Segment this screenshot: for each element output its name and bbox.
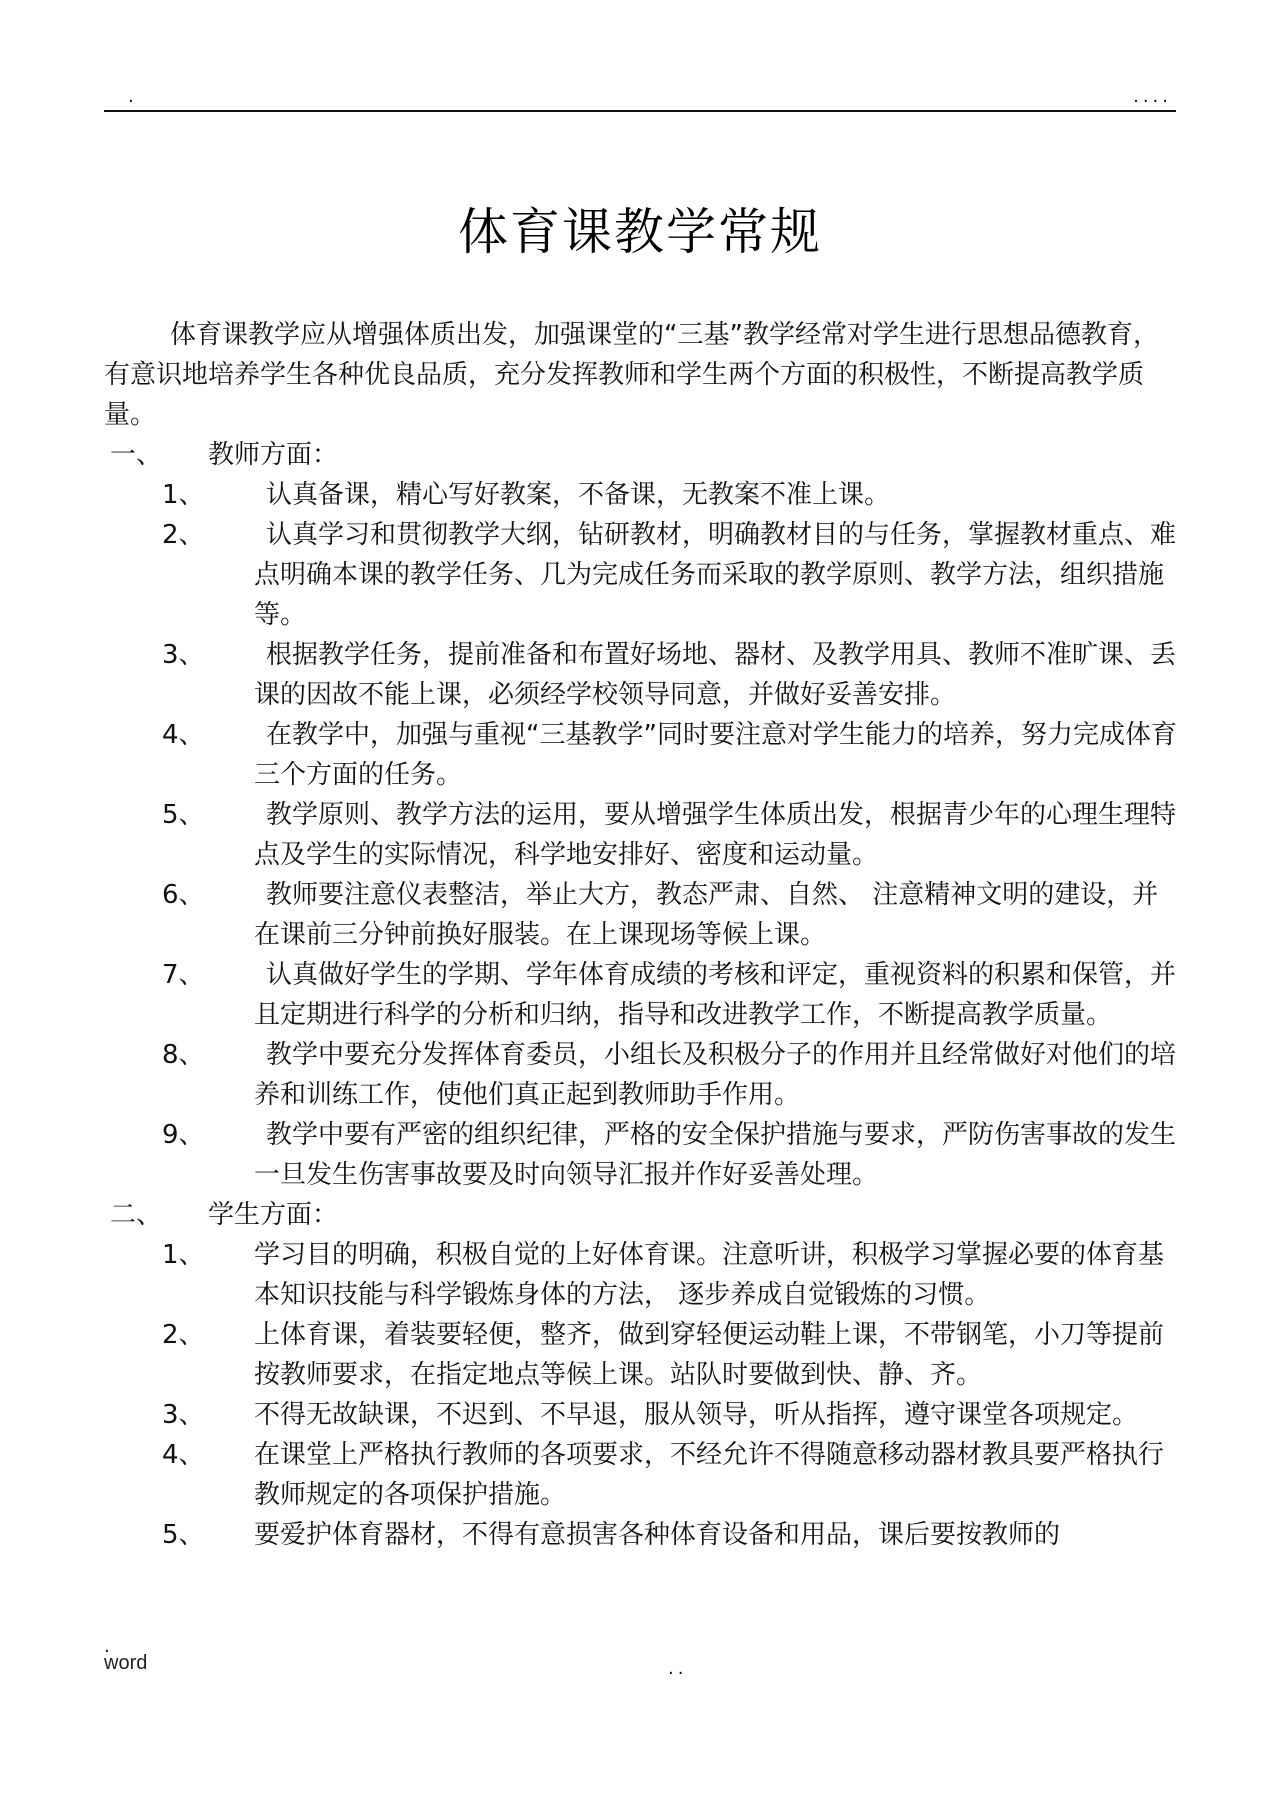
list-item [104, 715, 1180, 795]
list-item [104, 1315, 1180, 1395]
item-number: 2、 [162, 520, 205, 550]
item-number: 1、 [162, 480, 205, 510]
item-text: 不得无故缺课，不迟到、不早退，服从领导，听从指挥，遵守课堂各项规定。 [254, 1400, 1139, 1430]
item-number: 1、 [162, 1240, 205, 1270]
item-text: 教师要注意仪表整洁，举止大方，教态严肃、自然、 注意精神文明的建设，并在课前三分钟前换好服装。在上课现场等候上课。 [254, 880, 1159, 950]
item-number: 8、 [162, 1040, 205, 1070]
item-number: 5、 [162, 1520, 205, 1550]
list-item [104, 635, 1180, 715]
list-item [104, 515, 1180, 635]
item-number: 7、 [162, 960, 205, 990]
item-text: 教学原则、教学方法的运用，要从增强学生体质出发，根据青少年的心理生理特点及学生的实际情况，科学地安排好、密度和运动量。 [254, 800, 1177, 870]
list-item [104, 1035, 1180, 1115]
item-text: 在教学中，加强与重视“三基教学”同时要注意对学生能力的培养，努力完成体育三个方面的任务。 [254, 720, 1177, 790]
list-item [104, 1435, 1180, 1515]
item-text: 认真做好学生的学期、学年体育成绩的考核和评定，重视资料的积累和保管，并且定期进行科学的分析和归纳，指导和改进教学工作，不断提高教学质量。 [254, 960, 1177, 1030]
header-right-mark: .... [1133, 86, 1172, 107]
item-text: 教学中要充分发挥体育委员，小组长及积极分子的作用并且经常做好对他们的培养和训练工作，使他们真正起到教师助手作用。 [254, 1040, 1177, 1110]
item-number: 2、 [162, 1320, 205, 1350]
item-text: 学习目的明确，积极自觉的上好体育课。注意听讲，积极学习掌握必要的体育基本知识技能与科学锻炼身体的方法， 逐步养成自觉锻炼的习惯。 [254, 1240, 1165, 1310]
list-item [104, 1395, 1180, 1435]
item-number: 4、 [162, 720, 205, 750]
list-item [104, 1115, 1180, 1195]
footer-right-mark: .. [668, 1658, 688, 1679]
item-number: 3、 [162, 1400, 205, 1430]
item-text: 认真备课，精心写好教案，不备课，无教案不准上课。 [266, 480, 891, 510]
list-item [104, 1515, 1180, 1555]
list-item [104, 475, 1180, 515]
item-number: 9、 [162, 1120, 205, 1150]
footer-word-label: word [104, 1652, 148, 1674]
student-item-list [104, 1235, 1180, 1555]
section-number: 一、 [110, 440, 163, 470]
section-label: 学生方面： [208, 1200, 339, 1230]
section-label: 教师方面： [208, 440, 339, 470]
item-text: 要爱护体育器材，不得有意损害各种体育设备和用品，课后要按教师的 [254, 1520, 1061, 1550]
item-number: 4、 [162, 1440, 205, 1470]
document-title: 体育课教学常规 [458, 203, 822, 261]
section-heading-students [104, 1195, 1180, 1235]
item-number: 6、 [162, 880, 205, 910]
item-text: 教学中要有严密的组织纪律，严格的安全保护措施与要求，严防伤害事故的发生一旦发生伤害事故要及时向领导汇报并作好妥善处理。 [254, 1120, 1177, 1190]
item-text: 在课堂上严格执行教师的各项要求，不经允许不得随意移动器材教具要严格执行教师规定的各项保护措施。 [254, 1440, 1165, 1510]
section-number: 二、 [110, 1200, 163, 1230]
teacher-item-list [104, 475, 1180, 1195]
intro-paragraph: 体育课教学应从增强体质出发，加强课堂的“三基”教学经常对学生进行思想品德教育，有意识地培养学生各种优良品质，充分发挥教师和学生两个方面的积极性，不断提高教学质量。 [104, 320, 1159, 430]
header-rule [104, 110, 1176, 112]
list-item [104, 795, 1180, 875]
list-item [104, 955, 1180, 1035]
list-item [104, 1235, 1180, 1315]
item-number: 5、 [162, 800, 205, 830]
item-text: 上体育课，着装要轻便，整齐，做到穿轻便运动鞋上课，不带钢笔，小刀等提前按教师要求，在指定地点等候上课。站队时要做到快、静、齐。 [254, 1320, 1165, 1390]
document-body [104, 315, 1180, 1555]
header-left-mark: . [128, 86, 134, 107]
item-number: 3、 [162, 640, 205, 670]
section-heading-teachers [104, 435, 1180, 475]
item-text: 根据教学任务，提前准备和布置好场地、器材、及教学用具、教师不准旷课、丢课的因故不能上课，必须经学校领导同意，并做好妥善安排。 [254, 640, 1177, 710]
item-text: 认真学习和贯彻教学大纲，钻研教材，明确教材目的与任务，掌握教材重点、难点明确本课的教学任务、几为完成任务而采取的教学原则、教学方法，组织措施等。 [254, 520, 1177, 630]
footer-dot: . [104, 1636, 110, 1657]
list-item [104, 875, 1180, 955]
